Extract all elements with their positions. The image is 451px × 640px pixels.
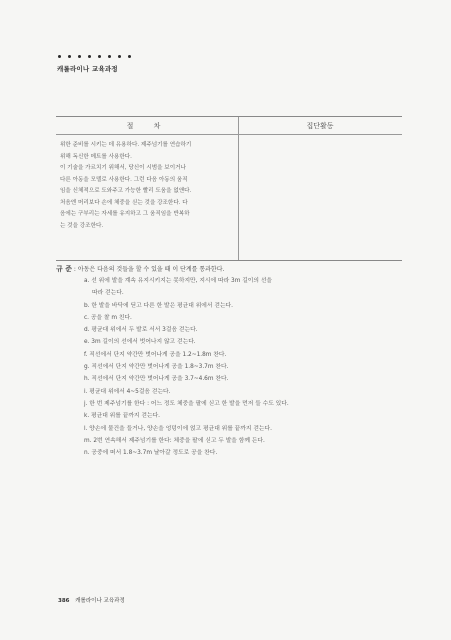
criteria-item: j. 한 번 제주넘기를 한다 : 어느 정도 체중을 팔에 싣고 한 발을 먼저 들 수도 있다. [84, 400, 289, 407]
decorative-dot [88, 55, 91, 58]
criteria-item-continuation: 따라 걷는다. [92, 290, 124, 297]
procedure-line: 처음엔 머리보다 손에 체중을 싣는 것을 강조한다. 다 [60, 199, 188, 206]
column-header-procedure: 절 차 [126, 122, 170, 130]
criteria-label: 규 준 [56, 265, 72, 273]
criteria-item: a. 선 위에 발을 계속 유지시키지는 못하지만, 지시에 따라 3m 길이의 선을 [84, 278, 273, 284]
procedure-table [56, 116, 402, 261]
procedure-line: 위한 준비를 시키는 데 유용하다. 제주넘기를 연습하기 [60, 142, 192, 148]
page-number: 386 [58, 598, 70, 604]
criteria-item: c. 공을 찰 m 친다. [84, 314, 132, 321]
criteria-item: n. 공중에 떠서 1.8~3.7m 날아갈 정도로 공을 찬다. [84, 450, 218, 457]
decorative-dot [78, 55, 81, 58]
procedure-line: 이 기술을 가르치기 위해서, 당신이 시범을 보이거나 [60, 165, 186, 171]
column-divider [238, 117, 239, 260]
procedure-line: 는 것을 강조한다. [60, 222, 104, 229]
decorative-dot [118, 55, 121, 58]
decorative-dot [98, 55, 101, 58]
criteria-item: e. 3m 길이의 선에서 벗어나지 않고 걷는다. [84, 339, 196, 346]
page-footer [58, 596, 125, 604]
criteria-item: h. 직선에서 단지 약간만 벗어나게 공을 3.7~4.6m 찬다. [84, 376, 229, 383]
decorative-dot [58, 55, 61, 58]
decorative-dot [108, 55, 111, 58]
criteria-item: l. 양손에 물건을 들거나, 양손을 엉덩이에 얹고 평균대 위를 끝까지 걷는다. [84, 425, 272, 432]
running-header-title: 캐롤라이나 교육과정 [57, 65, 118, 73]
criteria-item: d. 평균대 위에서 두 발로 서서 3걸음 걷는다. [84, 327, 198, 334]
criteria-list [84, 275, 289, 459]
criteria-item: i. 평균대 위에서 4~5걸음 걷는다. [84, 388, 171, 395]
criteria-lead-text: : 아동은 다음의 것들을 할 수 있을 때 이 단계를 통과한다. [73, 266, 225, 273]
criteria-item: b. 한 발을 바닥에 딛고 다른 한 발은 평균대 위에서 걷는다. [84, 302, 233, 309]
criteria-item: f. 직선에서 단지 약간만 벗어나게 공을 1.2~1.8m 찬다. [84, 351, 227, 358]
table-header-row [56, 117, 402, 135]
column-header-group-activity: 집단활동 [306, 122, 334, 130]
criteria-item: k. 평균대 위를 끝까지 걷는다. [84, 413, 161, 420]
criteria-item: g. 직선에서 단지 약간만 벗어나게 공을 1.8~3.7m 찬다. [84, 364, 229, 371]
footer-title: 캐롤라이나 교육과정 [75, 598, 125, 604]
procedure-text [60, 140, 238, 232]
procedure-line: 임을 신체적으로 도와주고 가능한 빨리 도움을 없앤다. [60, 188, 192, 194]
decorative-dot [128, 55, 131, 58]
procedure-line: 다른 아동을 모델로 사용한다. 그런 다음 아동의 움직 [60, 176, 188, 183]
criteria-section [56, 263, 416, 457]
header-dots [58, 55, 131, 58]
procedure-line: 위해 독신한 메트를 사용한다. [60, 153, 132, 160]
procedure-line: 음에는 구부리는 자세를 유지하고 그 움직임을 반복하 [60, 211, 190, 217]
decorative-dot [68, 55, 71, 58]
criteria-item: m. 2번 연속해서 제주넘기를 한다: 체중을 팔에 싣고 두 발을 함께 든다. [84, 437, 265, 444]
